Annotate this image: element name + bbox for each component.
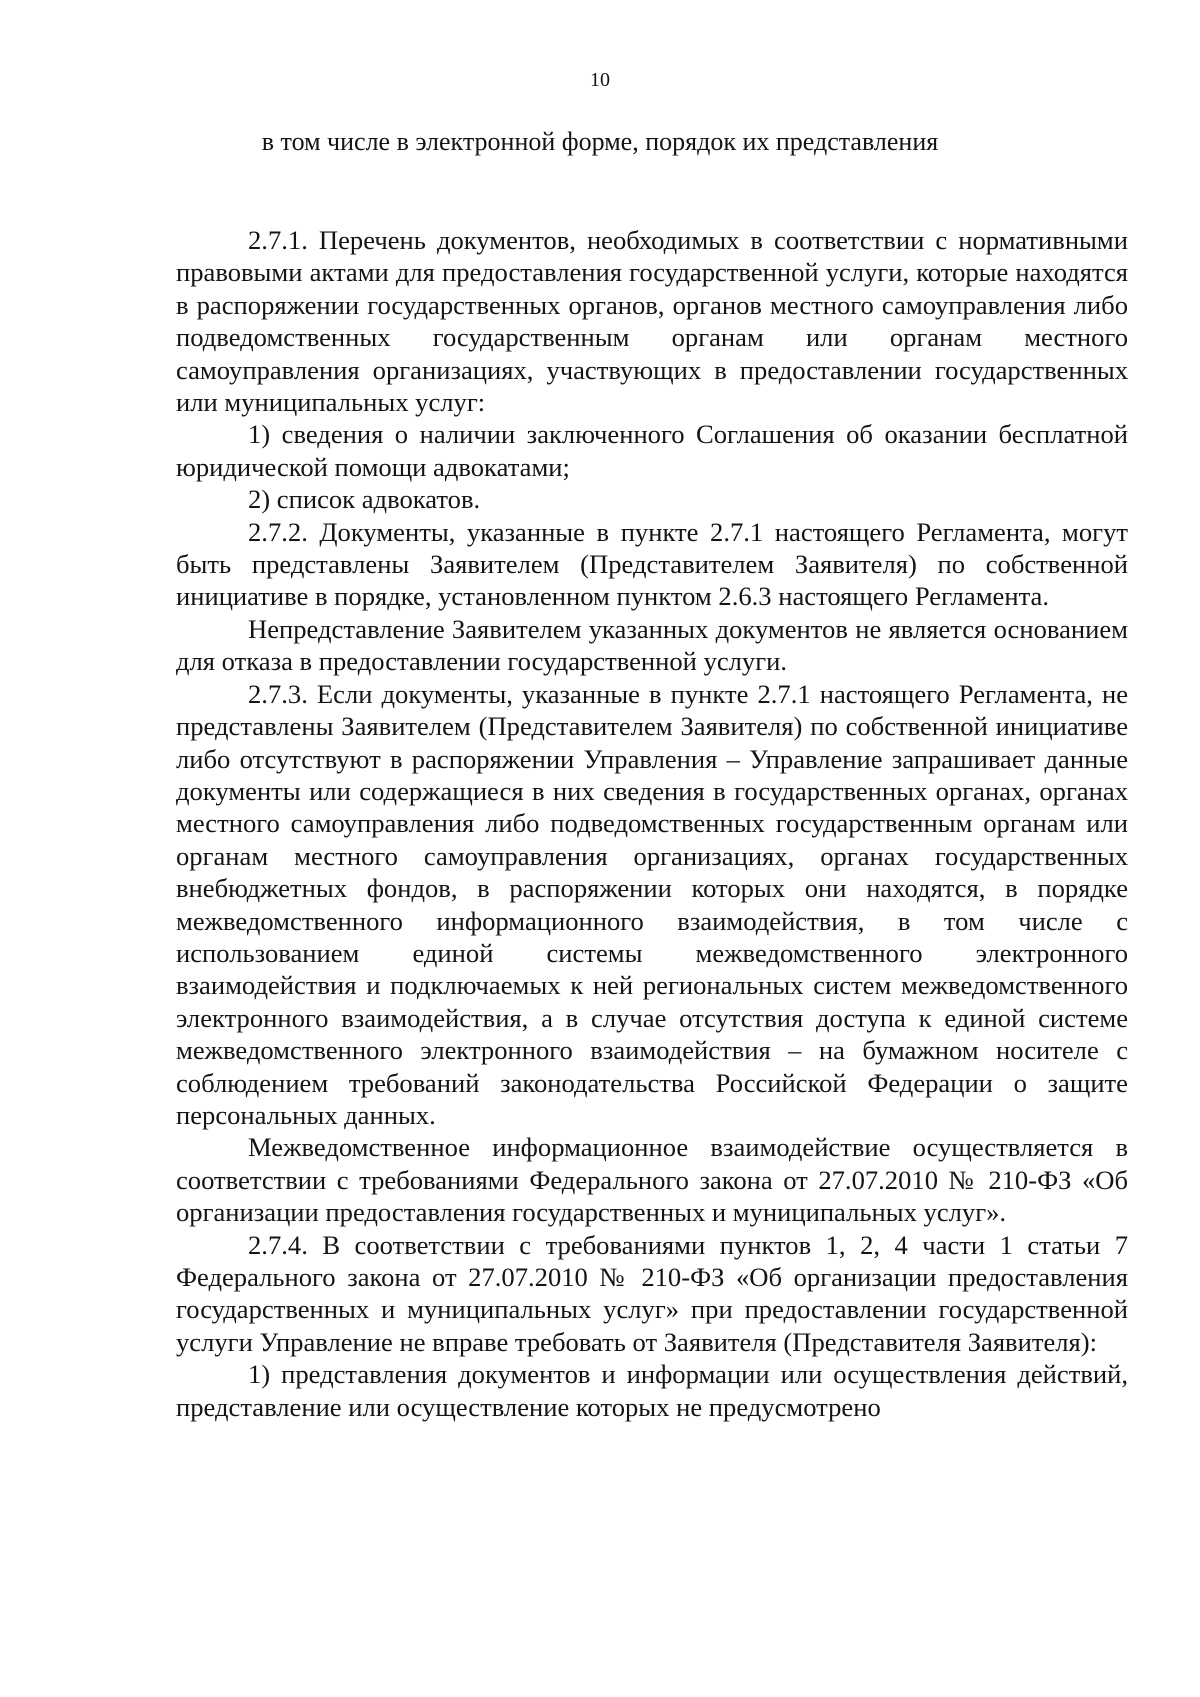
paragraph-2-7-3: 2.7.3. Если документы, указанные в пункте 2.7.1 настоящего Регламента, не представлены Заявителем (Представителем Заявителя) по собственной инициативе либо отсутствуют в распоряжении Управления – Управление запрашивает данные документы или содержащиеся в них сведения в государственных органах, органах местного самоуправления либо подведомственных государственным органам или органам местного самоуправления организациях, органах государственных внебюджетных фондов, в распоряжении которых они находятся, в порядке межведомственного информационного взаимодействия, в том числе с использованием единой системы межведомственного электронного взаимодействия и подключаемых к ней региональных систем межведомственного электронного взаимодействия, а в случае отсутствия доступа к единой системе межведомственного электронного взаимодействия – на бумажном носителе с соблюдением требований законодательства Российской Федерации о защите персональных данных.: [176, 678, 1128, 1130]
section-heading-continuation: в том числе в электронной форме, порядок их представления: [261, 127, 939, 156]
paragraph-2-7-4: 2.7.4. В соответствии с требованиями пунктов 1, 2, 4 части 1 статьи 7 Федерального закона от 27.07.2010 № 210-ФЗ «Об организации предоставления государственных и муниципальных услуг» при предоставлении государственной услуги Управление не вправе требовать от Заявителя (Представителя Заявителя):: [176, 1229, 1128, 1357]
list-item-2-lawyers-list: 2) список адвокатов.: [248, 484, 481, 515]
page-number: 10: [590, 69, 610, 91]
document-body: [176, 224, 1128, 1423]
paragraph-interagency-interaction: Межведомственное информационное взаимодействие осуществляется в соответствии с требованиями Федерального закона от 27.07.2010 № 210-ФЗ «Об организации предоставления государственных и муниципальных услуг».: [176, 1132, 1128, 1228]
paragraph-2-7-1: 2.7.1. Перечень документов, необходимых в соответствии с нормативными правовыми актами для предоставления государственной услуги, которые находятся в распоряжении государственных органов, органов местного самоуправления либо подведомственных государственным органам или органам местного самоуправления организациях, участвующих в предоставлении государственных или муниципальных услуг:: [176, 225, 1128, 418]
paragraph-non-submission: Непредставление Заявителем указанных документов не является основанием для отказа в предоставлении государственной услуги.: [176, 613, 1128, 677]
list-item-1-agreement-info: 1) сведения о наличии заключенного Соглашения об оказании бесплатной юридической помощи адвокатами;: [176, 419, 1128, 482]
paragraph-2-7-2: 2.7.2. Документы, указанные в пункте 2.7.1 настоящего Регламента, могут быть представлены Заявителем (Представителем Заявителя) по собственной инициативе в порядке, установленном пунктом 2.6.3 настоящего Регламента.: [176, 516, 1128, 612]
list-item-1-documents-submission: 1) представления документов и информации или осуществления действий, представление или осуществление которых не предусмотрено: [176, 1359, 1128, 1422]
